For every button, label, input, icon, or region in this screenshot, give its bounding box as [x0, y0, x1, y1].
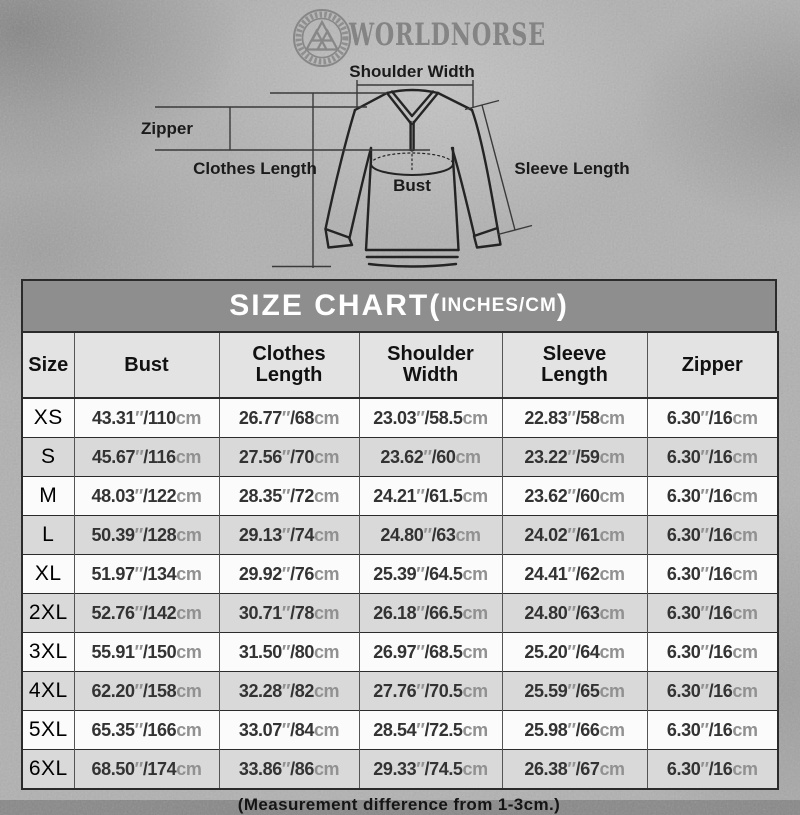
- bust-value: 62.20″/158cm: [74, 672, 219, 711]
- clothes-length-value: 33.86″/86cm: [219, 750, 359, 790]
- header-row: [22, 332, 778, 398]
- sleeve-length-value: 24.41″/62cm: [502, 555, 647, 594]
- size-label: 5XL: [22, 711, 74, 750]
- title-main: SIZE CHART(: [229, 289, 442, 322]
- sleeve-length-label: Sleeve Length: [514, 159, 630, 178]
- zipper-value: 6.30″/16cm: [647, 594, 778, 633]
- clothes-length-value: 29.92″/76cm: [219, 555, 359, 594]
- zipper-value: 6.30″/16cm: [647, 398, 778, 438]
- bust-value: 43.31″/110cm: [74, 398, 219, 438]
- zipper-value: 6.30″/16cm: [647, 555, 778, 594]
- size-label: XS: [22, 398, 74, 438]
- clothes-length-value: 26.77″/68cm: [219, 398, 359, 438]
- zipper-value: 6.30″/16cm: [647, 633, 778, 672]
- title-close: ): [556, 289, 569, 322]
- bust-value: 68.50″/174cm: [74, 750, 219, 790]
- sleeve-length-value: 23.62″/60cm: [502, 477, 647, 516]
- clothes-length-value: 32.28″/82cm: [219, 672, 359, 711]
- garment-diagram: [0, 58, 800, 276]
- col-size: Size: [22, 332, 74, 398]
- bust-value: 51.97″/134cm: [74, 555, 219, 594]
- zipper-value: 6.30″/16cm: [647, 672, 778, 711]
- size-label: L: [22, 516, 74, 555]
- clothes-length-value: 31.50″/80cm: [219, 633, 359, 672]
- table-row: [22, 516, 778, 555]
- col-shoulder-width: Shoulder Width: [359, 332, 502, 398]
- size-chart: [21, 279, 777, 815]
- bust-value: 45.67″/116cm: [74, 438, 219, 477]
- col-clothes-length: Clothes Length: [219, 332, 359, 398]
- table-row: [22, 672, 778, 711]
- table-row: [22, 477, 778, 516]
- bust-value: 55.91″/150cm: [74, 633, 219, 672]
- zipper-value: 6.30″/16cm: [647, 711, 778, 750]
- bust-value: 52.76″/142cm: [74, 594, 219, 633]
- shoulder-width-value: 24.80″/63cm: [359, 516, 502, 555]
- sleeve-length-value: 24.80″/63cm: [502, 594, 647, 633]
- shoulder-width-value: 28.54″/72.5cm: [359, 711, 502, 750]
- sleeve-length-value: 26.38″/67cm: [502, 750, 647, 790]
- sleeve-length-value: 24.02″/61cm: [502, 516, 647, 555]
- sleeve-length-value: 25.59″/65cm: [502, 672, 647, 711]
- size-label: 6XL: [22, 750, 74, 790]
- sleeve-length-value: 25.98″/66cm: [502, 711, 647, 750]
- table-row: [22, 398, 778, 438]
- shoulder-width-value: 24.21″/61.5cm: [359, 477, 502, 516]
- bust-value: 48.03″/122cm: [74, 477, 219, 516]
- shoulder-width-value: 29.33″/74.5cm: [359, 750, 502, 790]
- clothes-length-value: 33.07″/84cm: [219, 711, 359, 750]
- clothes-length-value: 28.35″/72cm: [219, 477, 359, 516]
- clothes-length-label: Clothes Length: [193, 159, 317, 178]
- size-table: [21, 331, 779, 790]
- shoulder-width-label: Shoulder Width: [349, 62, 475, 81]
- sleeve-length-value: 22.83″/58cm: [502, 398, 647, 438]
- shoulder-width-value: 26.97″/68.5cm: [359, 633, 502, 672]
- title-units: INCHES/CM: [441, 295, 557, 316]
- clothes-length-value: 30.71″/78cm: [219, 594, 359, 633]
- col-sleeve-length: Sleeve Length: [502, 332, 647, 398]
- table-row: [22, 594, 778, 633]
- bust-value: 50.39″/128cm: [74, 516, 219, 555]
- bust-value: 65.35″/166cm: [74, 711, 219, 750]
- bust-label: Bust: [393, 176, 431, 195]
- size-label: 4XL: [22, 672, 74, 711]
- zipper-value: 6.30″/16cm: [647, 750, 778, 790]
- table-row: [22, 750, 778, 790]
- col-bust: Bust: [74, 332, 219, 398]
- zipper-value: 6.30″/16cm: [647, 477, 778, 516]
- clothes-length-value: 27.56″/70cm: [219, 438, 359, 477]
- col-zipper: Zipper: [647, 332, 778, 398]
- size-chart-title: [21, 279, 777, 331]
- shoulder-width-value: 27.76″/70.5cm: [359, 672, 502, 711]
- zipper-value: 6.30″/16cm: [647, 438, 778, 477]
- table-row: [22, 633, 778, 672]
- sleeve-length-value: 23.22″/59cm: [502, 438, 647, 477]
- size-label: XL: [22, 555, 74, 594]
- measurement-note: (Measurement difference from 1-3cm.): [237, 795, 561, 814]
- size-label: 2XL: [22, 594, 74, 633]
- shoulder-width-value: 23.03″/58.5cm: [359, 398, 502, 438]
- sleeve-length-value: 25.20″/64cm: [502, 633, 647, 672]
- clothes-length-value: 29.13″/74cm: [219, 516, 359, 555]
- shoulder-width-value: 26.18″/66.5cm: [359, 594, 502, 633]
- size-label: 3XL: [22, 633, 74, 672]
- shoulder-width-value: 25.39″/64.5cm: [359, 555, 502, 594]
- zipper-label: Zipper: [141, 119, 193, 138]
- size-label: S: [22, 438, 74, 477]
- table-row: [22, 711, 778, 750]
- zipper-value: 6.30″/16cm: [647, 516, 778, 555]
- shoulder-width-value: 23.62″/60cm: [359, 438, 502, 477]
- table-row: [22, 555, 778, 594]
- brand-title: WORLDNORSE: [349, 17, 546, 53]
- table-row: [22, 438, 778, 477]
- size-label: M: [22, 477, 74, 516]
